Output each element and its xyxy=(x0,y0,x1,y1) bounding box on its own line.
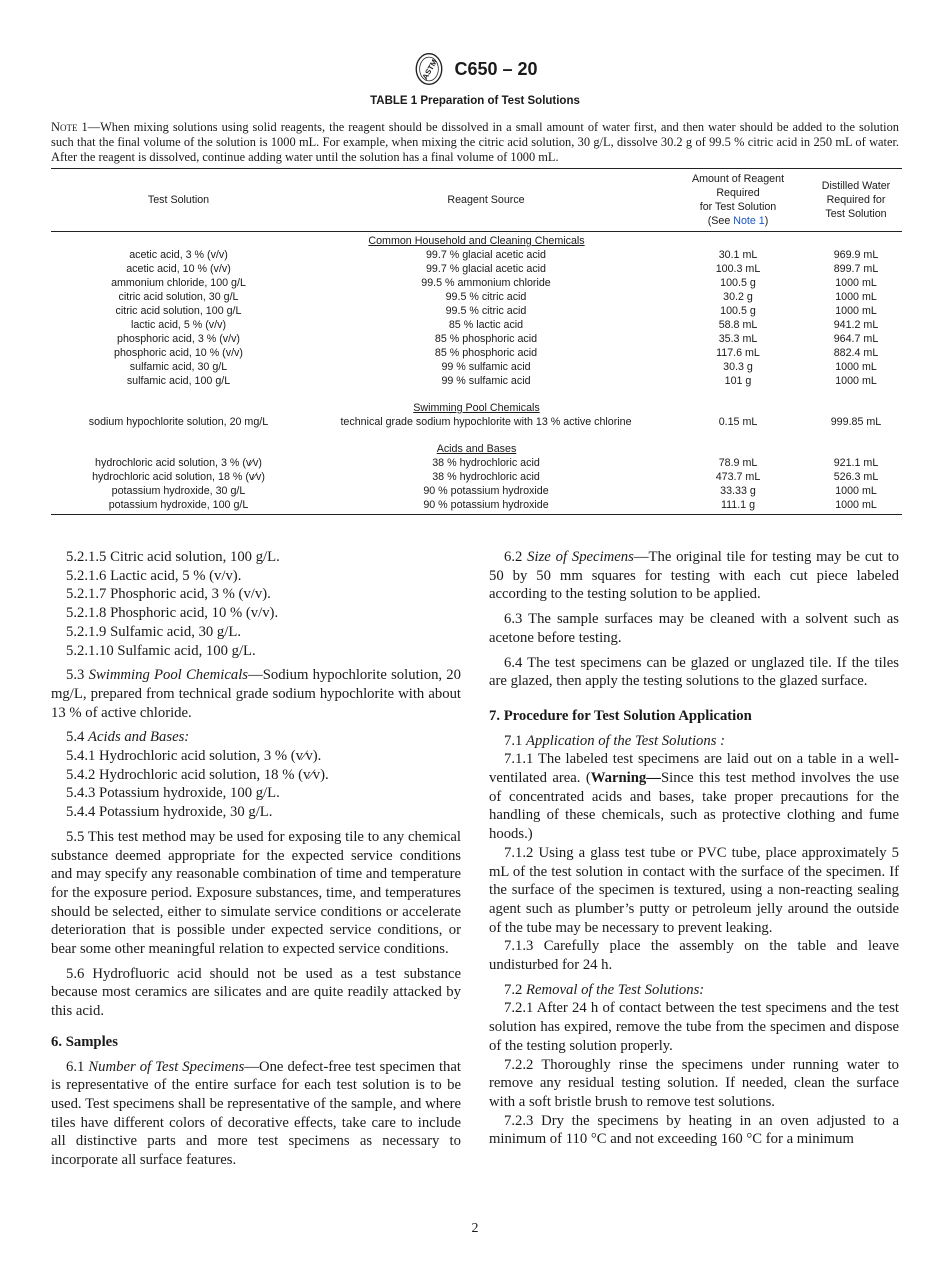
table-cell: 85 % phosphoric acid xyxy=(434,333,538,345)
table-row xyxy=(51,318,902,332)
table-cell: 899.7 mL xyxy=(833,263,879,275)
paragraph-7-1-1: 7.1.1 The labeled test specimens are laid out on a table in a well-ventilated area. (Warning—Since this test method involves the use of concentrated acids and bases, take proper precautions for the handling of these chemicals, such as protective clothing and fume hoods.) xyxy=(489,751,899,843)
paragraph-6-2: 6.2 Size of Specimens—The original tile for testing may be cut to 50 by 50 mm squares for testing with each cut piece labeled according to the testing solution to be applied. xyxy=(489,549,900,603)
table-row xyxy=(51,248,902,262)
table-cell: ammonium chloride, 100 g/L xyxy=(111,277,246,289)
list-item: 5.2.1.5 Citric acid solution, 100 g/L. xyxy=(66,549,280,565)
list-item: 5.2.1.8 Phosphoric acid, 10 % (v/v). xyxy=(66,605,279,622)
table-cell: 90 % potassium hydroxide xyxy=(423,499,549,511)
page-header xyxy=(0,52,950,86)
table-cell: 1000 mL xyxy=(835,361,877,373)
table-cell: phosphoric acid, 10 % (v/v) xyxy=(114,347,243,359)
right-column xyxy=(489,548,899,1149)
subsection-title: Acids and Bases: xyxy=(88,729,190,746)
list-5-2 xyxy=(51,548,461,660)
table-cell: 30.2 g xyxy=(723,291,753,303)
table-cell: 1000 mL xyxy=(835,375,877,387)
test-solutions-table xyxy=(51,168,902,515)
table-row xyxy=(51,346,902,360)
table-cell: 33.33 g xyxy=(720,485,756,497)
table-cell: 78.9 mL xyxy=(718,457,758,469)
table-cell: 101 g xyxy=(724,375,752,387)
table-row xyxy=(51,470,902,484)
table-cell: potassium hydroxide, 100 g/L xyxy=(108,499,249,511)
header-water-line: Required for xyxy=(826,194,886,206)
table-cell: 969.9 mL xyxy=(833,249,879,261)
table-cell: acetic acid, 10 % (v/v) xyxy=(126,263,231,275)
table-header-row xyxy=(51,169,902,232)
table-cell: 999.85 mL xyxy=(830,416,882,428)
header-amount-line: Amount of Reagent xyxy=(691,173,785,185)
table-cell: 526.3 mL xyxy=(833,471,879,483)
paragraph-7-2-1: 7.2.1 After 24 h of contact between the test specimens and the test solution has expired, remove the tube from the specimen and dispose of the testing solution properly. xyxy=(489,1000,899,1054)
table-cell: 99.5 % ammonium chloride xyxy=(421,277,551,289)
table-cell: 99.5 % citric acid xyxy=(445,305,527,317)
table-cell: 99 % sulfamic acid xyxy=(441,375,531,387)
table-cell: 1000 mL xyxy=(835,499,877,511)
table-cell: 111.1 g xyxy=(720,499,756,511)
warning-label: Warning— xyxy=(590,770,661,787)
list-item: 5.2.1.6 Lactic acid, 5 % (v/v). xyxy=(66,567,242,584)
header-water-line: Test Solution xyxy=(825,208,887,220)
note-text: —When mixing solutions using solid reagents, the reagent should be dissolved in a small amount of water first, and then water should be added to the solution such that the final volume of the solution is 1000 mL. For example, when mixing the citric acid solution, 30 g/L, dissolve 30.2 g of 99.5 % citric acid in 250 mL of water. After the reagent is dissolved, continue adding water until the solution has a final volume of 1000 mL. xyxy=(51,120,899,165)
table-row xyxy=(51,374,902,388)
paragraph-5-4: 5.4 Acids and Bases: xyxy=(66,729,190,746)
document-designation: C650 – 20 xyxy=(454,58,538,79)
astm-logo-text: ASTM xyxy=(420,57,440,82)
table-cell: 99.5 % citric acid xyxy=(445,291,527,303)
table-cell: citric acid solution, 100 g/L xyxy=(115,305,242,317)
table-cell: sulfamic acid, 30 g/L xyxy=(129,361,228,373)
table-row xyxy=(51,262,902,276)
header-amount-line: for Test Solution xyxy=(699,201,777,213)
table-row xyxy=(51,484,902,498)
subsection-title: Size of Specimens xyxy=(527,549,634,565)
paragraph-7-2-3: 7.2.3 Dry the specimens by heating in an oven adjusted to a minimum of 110 °C and not exceeding 160 °C for a minimum xyxy=(489,1112,899,1148)
table-row xyxy=(51,456,902,470)
table-section-heading: Acids and Bases xyxy=(436,443,517,455)
section-heading-6: 6. Samples xyxy=(51,1033,118,1050)
list-item: 5.4.2 Hydrochloric acid solution, 18 % (v⁄v). xyxy=(66,766,329,783)
page-number: 2 xyxy=(471,1221,479,1236)
subsection-title: Swimming Pool Chemicals xyxy=(88,667,248,684)
table-cell: 1000 mL xyxy=(835,277,877,289)
table-cell: potassium hydroxide, 30 g/L xyxy=(111,485,246,497)
table-cell: 85 % phosphoric acid xyxy=(434,347,538,359)
table-cell: 921.1 mL xyxy=(833,457,879,469)
paragraph-6-4: 6.4 The test specimens can be glazed or unglazed tile. If the tiles are glazed, then apply the testing solutions to the glazed surface. xyxy=(489,654,899,690)
subsection-title: Application of the Test Solutions : xyxy=(526,732,725,749)
table-cell: 35.3 mL xyxy=(718,333,758,345)
table-cell: hydrochloric acid solution, 18 % (v⁄v) xyxy=(92,471,265,483)
list-item: 5.4.1 Hydrochloric acid solution, 3 % (v⁄v). xyxy=(66,748,322,765)
header-amount-line: (See Note 1) xyxy=(707,215,769,227)
table-cell: 30.1 mL xyxy=(718,249,758,261)
header-reagent-source: Reagent Source xyxy=(447,194,525,206)
table-cell: 100.5 g xyxy=(720,277,756,289)
table-row xyxy=(51,498,902,512)
table-cell: lactic acid, 5 % (v/v) xyxy=(130,319,227,331)
note-1-link[interactable]: Note 1 xyxy=(733,215,765,227)
table-cell: 100.5 g xyxy=(720,305,756,317)
table-section-heading: Common Household and Cleaning Chemicals xyxy=(368,235,585,247)
list-item: 5.2.1.10 Sulfamic acid, 100 g/L. xyxy=(66,642,256,659)
table-cell: 1000 mL xyxy=(835,485,877,497)
table-row xyxy=(51,332,902,346)
list-item: 5.4.4 Potassium hydroxide, 30 g/L. xyxy=(66,804,273,821)
table-cell: 99 % sulfamic acid xyxy=(441,361,531,373)
table-cell: 58.8 mL xyxy=(718,319,758,331)
paragraph-5-3: 5.3 Swimming Pool Chemicals—Sodium hypochlorite solution, 20 mg/L, prepared from technical grade sodium hypochlorite with about 13 % of active chloride. xyxy=(51,667,461,721)
table-cell: 99.7 % glacial acetic acid xyxy=(425,249,546,261)
table-cell: 30.3 g xyxy=(723,361,753,373)
table-cell: 38 % hydrochloric acid xyxy=(432,457,540,469)
table-row xyxy=(51,415,902,429)
paragraph-5-6: 5.6 Hydrofluoric acid should not be used as a test substance because most ceramics are silicates and are quite readily attacked by this acid. xyxy=(51,965,461,1020)
table-cell: 38 % hydrochloric acid xyxy=(432,471,540,483)
paragraph-7-2-2: 7.2.2 Thoroughly rinse the specimens under running water to remove any residual testing solution. If needed, clean the surface with a soft bristle brush to remove test solutions. xyxy=(489,1056,899,1110)
paragraph-6-1: 6.1 Number of Test Specimens—One defect-free test specimen that is representative of the entire surface for each test solution is to be used. Test specimens shall be representative of the sample, and where tiles have different colors of decorative effects, take care to include all distinctive parts and more test specimens as necessary to incorporate all surface features. xyxy=(51,1058,461,1169)
table-cell: 100.3 mL xyxy=(715,263,761,275)
list-5-4 xyxy=(51,747,461,822)
paragraph-7-1-3: 7.1.3 Carefully place the assembly on the table and leave undisturbed for 24 h. xyxy=(489,938,899,974)
table-body xyxy=(51,232,902,514)
table-cell: 1000 mL xyxy=(835,291,877,303)
table-cell: hydrochloric acid solution, 3 % (v⁄v) xyxy=(95,457,262,469)
table-cell: 99.7 % glacial acetic acid xyxy=(425,263,546,275)
section-heading-7: 7. Procedure for Test Solution Application xyxy=(489,707,752,724)
list-item: 5.4.3 Potassium hydroxide, 100 g/L. xyxy=(66,785,280,802)
table-row xyxy=(51,304,902,318)
header-amount-line: Required xyxy=(716,187,760,199)
table-cell: 882.4 mL xyxy=(833,347,879,359)
table-cell: 941.2 mL xyxy=(833,319,879,331)
table-cell: phosphoric acid, 3 % (v/v) xyxy=(117,333,240,345)
table-cell: sodium hypochlorite solution, 20 mg/L xyxy=(88,416,269,428)
paragraph-5-5: 5.5 This test method may be used for exposing tile to any chemical substance deemed appropriate for the expected service conditions and may specify any reasonable combination of time and temperature for the exposure period. Exposure substances, time, and temperatures should be selected, either to simulate service conditions or accelerate deterioration that is possible under expected service conditions, or bear some other meaningful relation to expected service conditions. xyxy=(51,828,461,958)
subsection-title: Number of Test Specimens xyxy=(88,1058,245,1075)
table-cell: 964.7 mL xyxy=(833,333,879,345)
table-cell: 90 % potassium hydroxide xyxy=(423,485,549,497)
table-cell: 473.7 mL xyxy=(715,471,761,483)
list-item: 5.2.1.9 Sulfamic acid, 30 g/L. xyxy=(66,623,241,640)
list-item: 5.2.1.7 Phosphoric acid, 3 % (v/v). xyxy=(66,586,271,603)
astm-logo-icon xyxy=(412,52,446,86)
header-water-line: Distilled Water xyxy=(821,180,891,192)
table-section-heading: Swimming Pool Chemicals xyxy=(413,402,540,414)
paragraph-7-1: 7.1 Application of the Test Solutions : xyxy=(504,732,725,749)
header-test-solution: Test Solution xyxy=(147,194,210,206)
table-cell: citric acid solution, 30 g/L xyxy=(118,291,239,303)
table-cell: acetic acid, 3 % (v/v) xyxy=(129,249,228,261)
header-amount-reagent xyxy=(666,172,810,228)
table-note xyxy=(51,120,899,166)
paragraph-6-3: 6.3 The sample surfaces may be cleaned with a solvent such as acetone before testing. xyxy=(489,611,899,646)
table-cell: technical grade sodium hypochlorite with 13 % active chlorine xyxy=(340,416,632,428)
paragraph-7-2: 7.2 Removal of the Test Solutions: xyxy=(504,981,705,998)
table-cell: 1000 mL xyxy=(835,305,877,317)
left-column xyxy=(51,548,461,1176)
table-cell: 117.6 mL xyxy=(716,347,760,359)
table-row xyxy=(51,360,902,374)
table-title: TABLE 1 Preparation of Test Solutions xyxy=(370,95,580,107)
paragraph-7-1-2: 7.1.2 Using a glass test tube or PVC tube, place approximately 5 mL of the test solution in contact with the surface of the specimen. If the surface of the specimen is textured, using a non-reacting sealing agent such as plumber’s putty or petroleum jelly around the outside of the tube may be necessary to prevent leaking. xyxy=(489,844,899,936)
table-row xyxy=(51,276,902,290)
table-cell: sulfamic acid, 100 g/L xyxy=(126,375,231,387)
note-label: Note 1 xyxy=(51,120,88,134)
table-cell: 0.15 mL xyxy=(718,416,758,428)
table-row xyxy=(51,290,902,304)
table-cell: 85 % lactic acid xyxy=(448,319,524,331)
subsection-title: Removal of the Test Solutions: xyxy=(526,981,705,998)
header-distilled-water xyxy=(810,179,902,221)
